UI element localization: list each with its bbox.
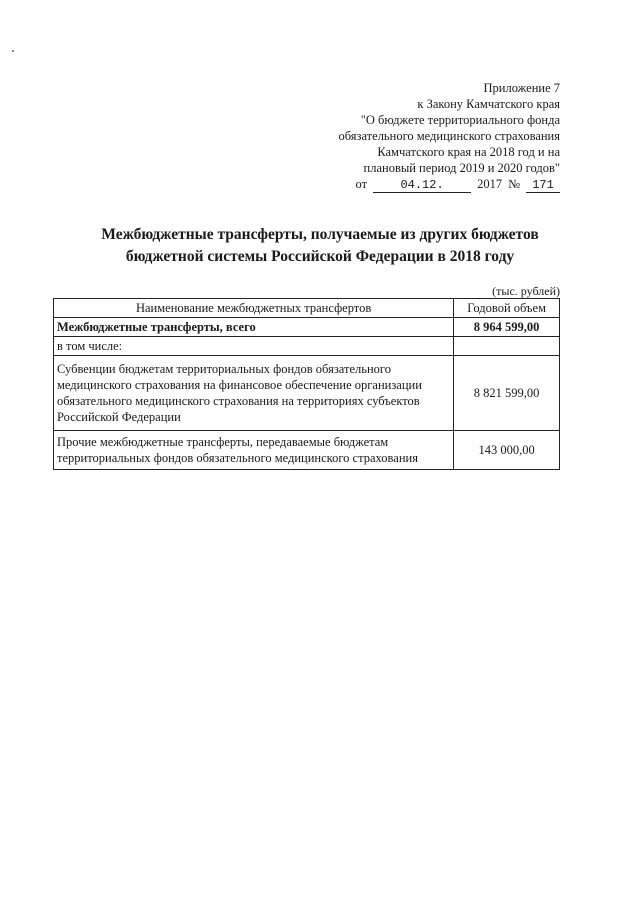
title-line-2: бюджетной системы Российской Федерации в 2018 году bbox=[125, 248, 515, 265]
table-row-total bbox=[54, 318, 560, 337]
row-other-name: Прочие межбюджетные трансферты, передаваемые бюджетам территориальных фондов обязательного медицинского страхования bbox=[54, 431, 454, 470]
row-other-value: 143 000,00 bbox=[454, 431, 560, 470]
column-header-value: Годовой объем bbox=[454, 299, 560, 318]
table-row-subventions bbox=[54, 356, 560, 431]
year: 2017 bbox=[477, 177, 503, 191]
law-title-line-1: "О бюджете территориального фонда bbox=[360, 113, 560, 127]
transfers-table bbox=[53, 298, 560, 470]
column-header-name: Наименование межбюджетных трансфертов bbox=[54, 299, 454, 318]
law-title-line-2: обязательного медицинского страхования bbox=[338, 129, 560, 143]
scan-speck bbox=[12, 50, 14, 52]
row-subventions-value: 8 821 599,00 bbox=[454, 356, 560, 431]
row-total-name: Межбюджетные трансферты, всего bbox=[54, 318, 454, 337]
document-title bbox=[60, 224, 580, 268]
appendix-number: Приложение 7 bbox=[483, 81, 560, 95]
units-label: (тыс. рублей) bbox=[492, 284, 560, 298]
table-row-other-transfers bbox=[54, 431, 560, 470]
number-sign: № bbox=[508, 177, 520, 191]
number-field: 171 bbox=[526, 178, 560, 193]
row-total-value: 8 964 599,00 bbox=[454, 318, 560, 337]
row-subventions-name: Субвенции бюджетам территориальных фондов обязательного медицинского страхования на финансовое обеспечение организации обязательного медицинского страхования на территориях субъектов Российской Федерации bbox=[54, 356, 454, 431]
law-title-line-3: Камчатского края на 2018 год и на bbox=[377, 145, 560, 159]
law-reference: к Закону Камчатского края bbox=[417, 97, 560, 111]
title-line-1: Межбюджетные трансферты, получаемые из других бюджетов bbox=[101, 226, 539, 243]
row-including-value bbox=[454, 337, 560, 356]
table-row-including bbox=[54, 337, 560, 356]
law-title-line-4: плановый период 2019 и 2020 годов" bbox=[363, 161, 560, 175]
appendix-header bbox=[260, 80, 560, 193]
date-line bbox=[260, 176, 560, 193]
date-field: 04.12. bbox=[373, 178, 471, 193]
row-including-name: в том числе: bbox=[54, 337, 454, 356]
table-header-row bbox=[54, 299, 560, 318]
date-prefix: от bbox=[355, 177, 368, 191]
